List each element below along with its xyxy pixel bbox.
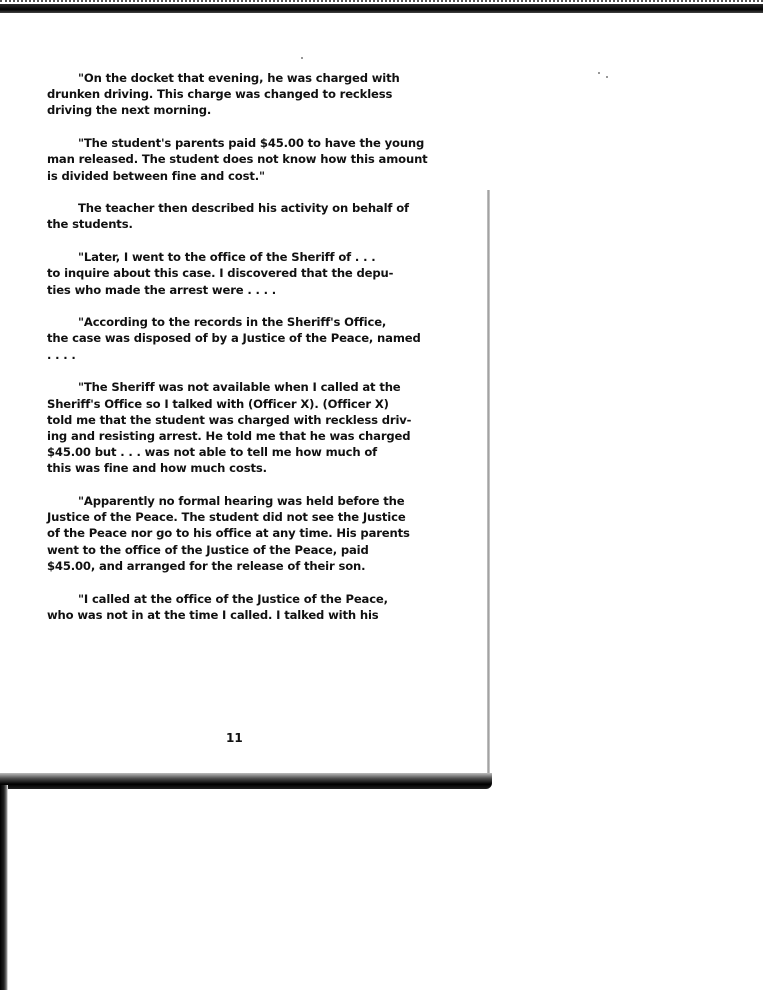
scan-speck (598, 72, 600, 74)
text-line: who was not in at the time I called. I talked with his (47, 607, 379, 622)
text-line: told me that the student was charged with reckless driv- (47, 412, 412, 427)
text-line: . . . . (47, 347, 76, 362)
text-line: to inquire about this case. I discovered that the depu- (47, 266, 394, 281)
text-line: is divided between fine and cost." (47, 168, 265, 183)
paragraph (47, 200, 407, 232)
paragraph (47, 135, 428, 184)
text-line: Sheriff's Office so I talked with (Officer X). (Officer X) (47, 396, 389, 411)
page-number: 11 (226, 731, 243, 745)
text-line: $45.00, and arranged for the release of their son. (47, 558, 366, 573)
text-line: the students. (47, 217, 133, 232)
text-line: driving the next morning. (47, 103, 212, 118)
paragraph (47, 249, 407, 298)
text-line: "The student's parents paid $45.00 to have the young (78, 136, 425, 151)
scan-page-bottom-edge (0, 773, 492, 789)
text-line: drunken driving. This charge was changed to reckless (47, 87, 393, 102)
scan-speck (301, 57, 303, 59)
text-line: "According to the records in the Sheriff's Office, (78, 315, 387, 330)
paragraph (47, 591, 407, 623)
scan-page-right-edge (487, 190, 490, 780)
text-line: ties who made the arrest were . . . . (47, 282, 277, 297)
text-line: went to the office of the Justice of the Peace, paid (47, 542, 369, 557)
text-line: "Later, I went to the office of the Sheriff of . . . (78, 250, 376, 265)
text-line: "On the docket that evening, he was charged with (78, 71, 400, 85)
scan-speck (606, 76, 608, 78)
text-line: the case was disposed of by a Justice of the Peace, named (47, 331, 421, 346)
text-line: The teacher then described his activity on behalf of (78, 201, 409, 216)
text-line: this was fine and how much costs. (47, 461, 267, 476)
paragraph (47, 70, 407, 119)
text-line: of the Peace nor go to his office at any time. His parents (47, 526, 410, 541)
document-body (47, 70, 428, 639)
paragraph (47, 493, 410, 574)
text-line: "I called at the office of the Justice of the Peace, (78, 591, 388, 606)
scan-left-edge-shadow (0, 785, 8, 990)
paragraph (47, 314, 421, 363)
scan-top-border (0, 4, 763, 13)
paragraph (47, 379, 412, 476)
text-line: "Apparently no formal hearing was held before the (78, 494, 405, 509)
text-line: ing and resisting arrest. He told me that he was charged (47, 428, 411, 443)
text-line: $45.00 but . . . was not able to tell me how much of (47, 445, 378, 460)
text-line: Justice of the Peace. The student did not see the Justice (47, 510, 406, 525)
text-line: "The Sheriff was not available when I called at the (78, 380, 401, 395)
text-line: man released. The student does not know how this amount (47, 152, 428, 167)
scan-dotted-edge (0, 0, 763, 2)
